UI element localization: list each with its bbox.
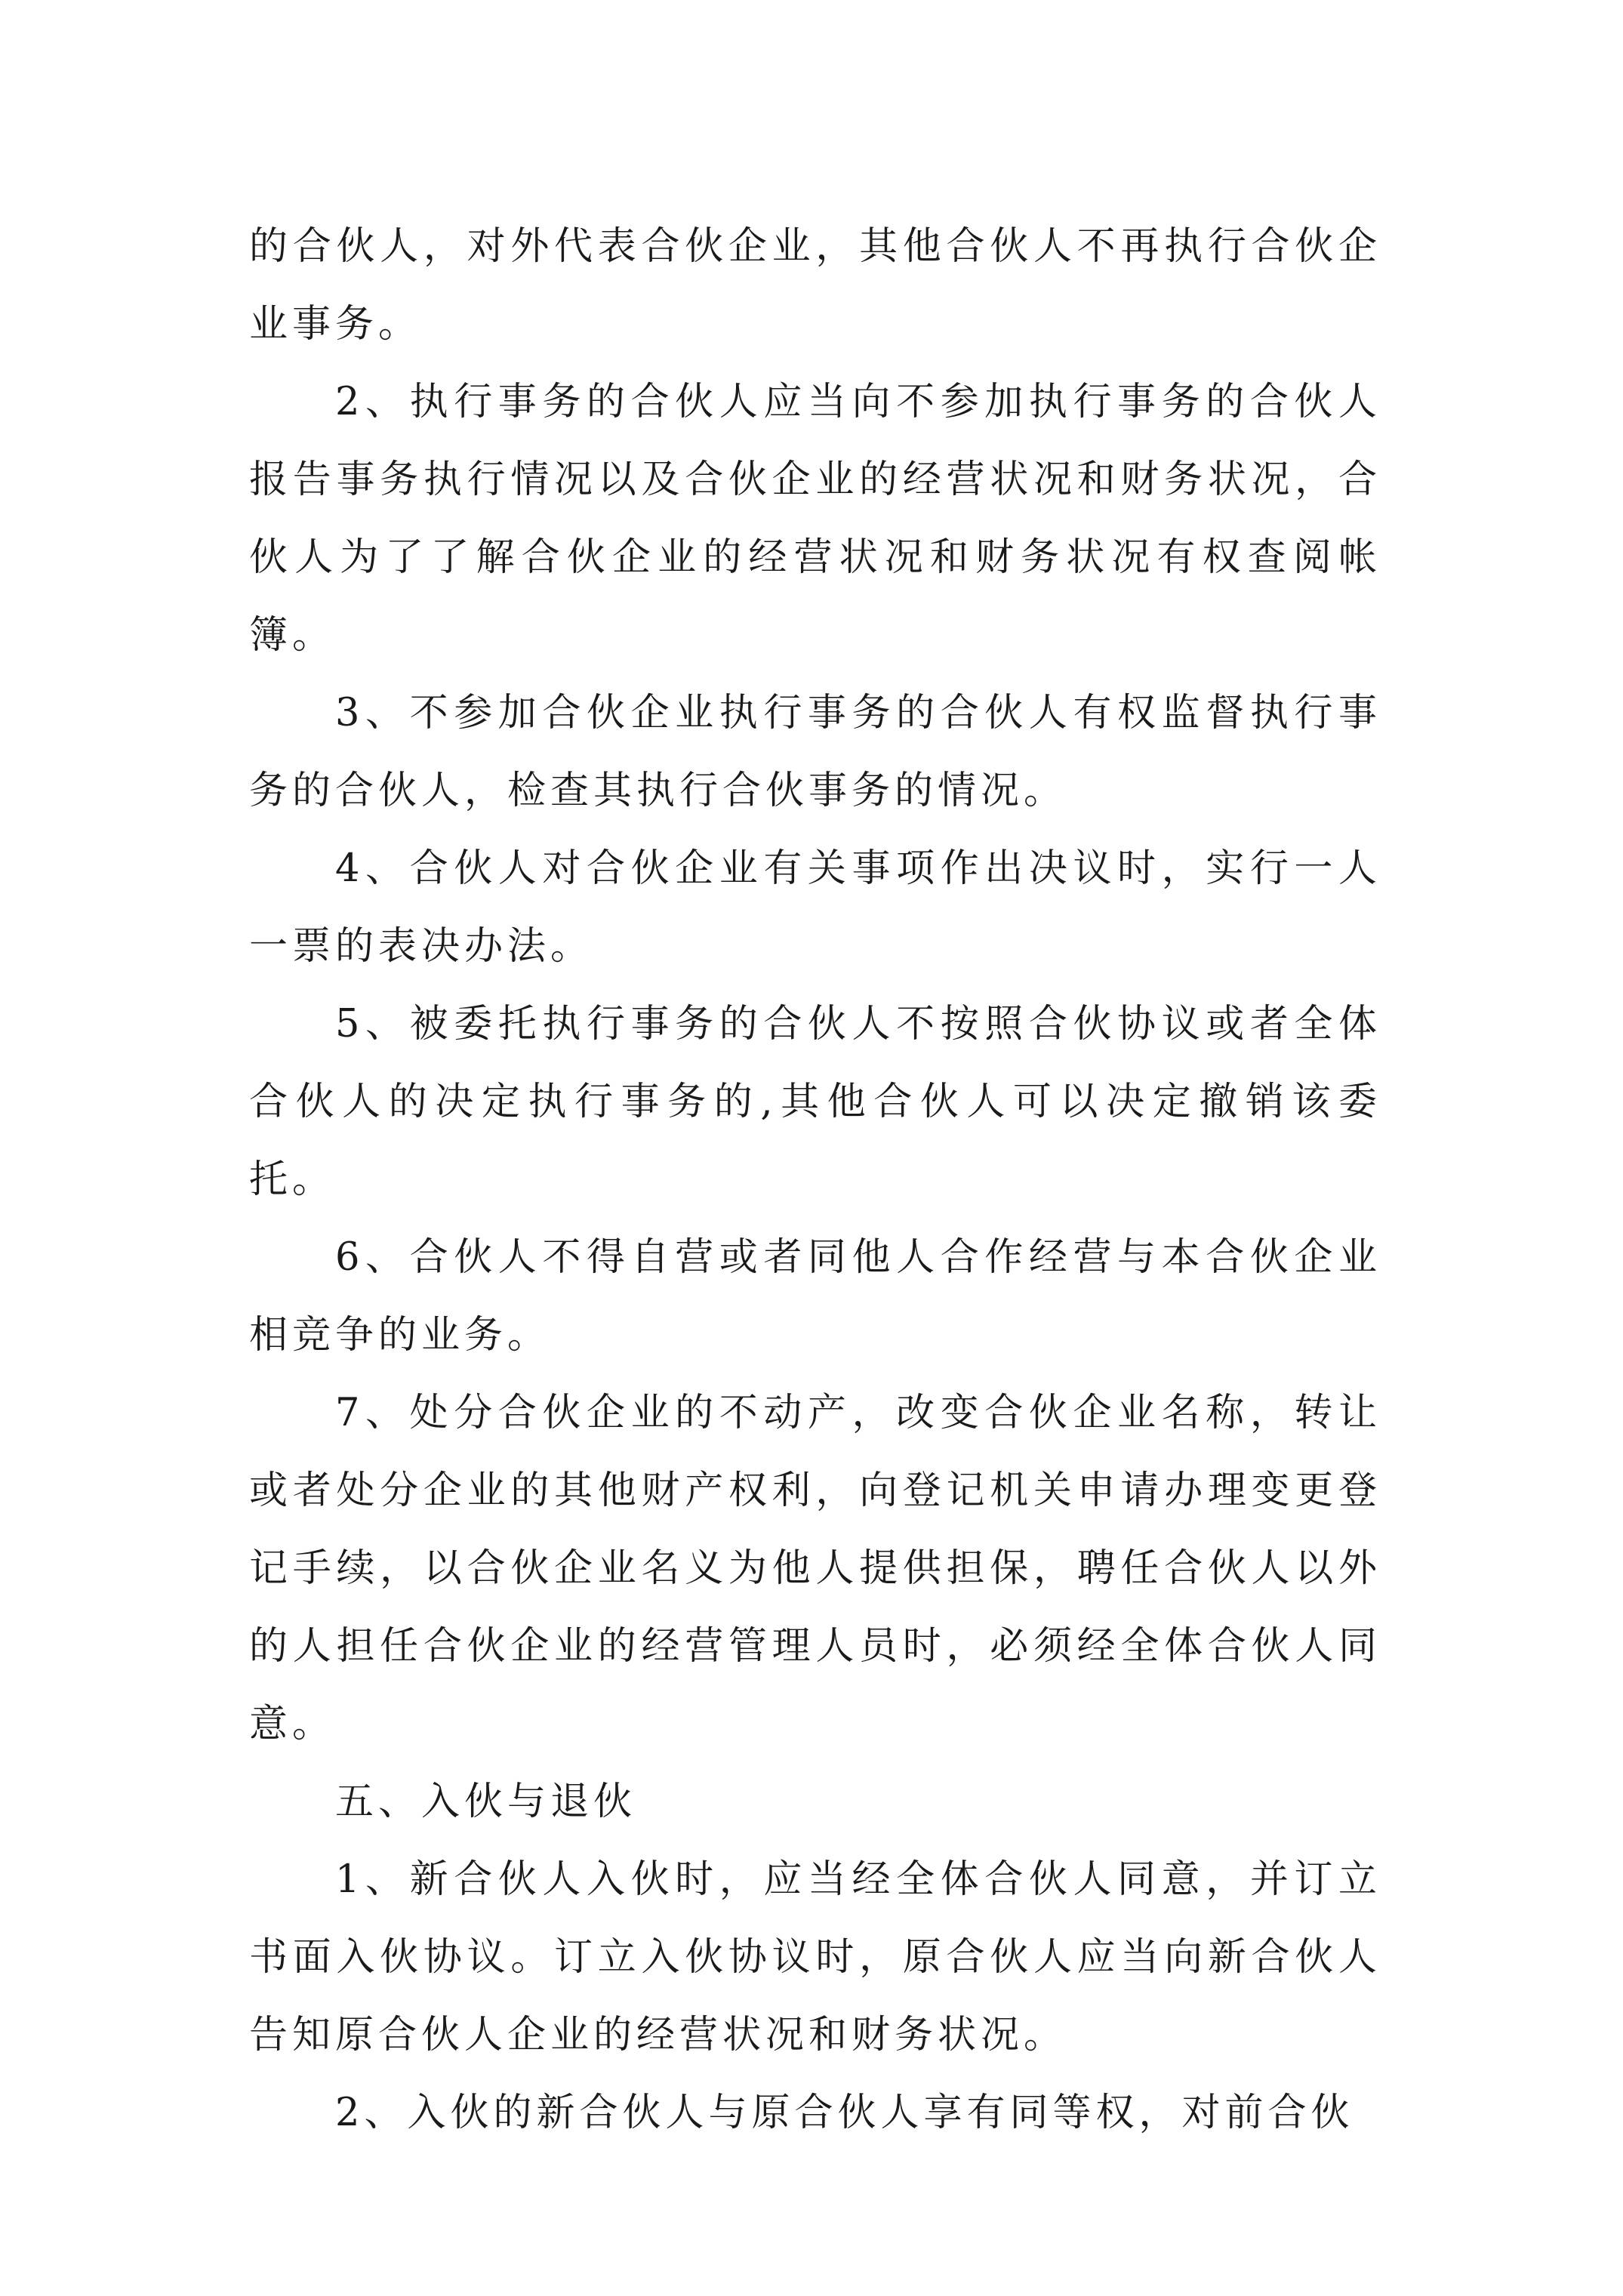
paragraph-item-3: 3、不参加合伙企业执行事务的合伙人有权监督执行事务的合伙人，检查其执行合伙事务的情况。 (249, 691, 1381, 813)
paragraph-item-4: 4、合伙人对合伙企业有关事项作出决议时，实行一人一票的表决办法。 (249, 846, 1381, 969)
paragraph-join-1: 1、新合伙人入伙时，应当经全体合伙人同意，并订立书面入伙协议。订立入伙协议时，原合伙人应当向新合伙人告知原合伙人企业的经营状况和财务状况。 (249, 1857, 1381, 2057)
paragraph-item-6: 6、合伙人不得自营或者同他人合作经营与本合伙企业相竞争的业务。 (249, 1235, 1381, 1358)
document-body (249, 208, 1381, 2152)
paragraph-item-2: 2、执行事务的合伙人应当向不参加执行事务的合伙人报告事务执行情况以及合伙企业的经营状况和财务状况，合伙人为了了解合伙企业的经营状况和财务状况有权查阅帐簿。 (249, 380, 1381, 658)
paragraph-item-5: 5、被委托执行事务的合伙人不按照合伙协议或者全体合伙人的决定执行事务的,其他合伙人可以决定撤销该委托。 (249, 1002, 1381, 1202)
paragraph-join-2: 2、入伙的新合伙人与原合伙人享有同等权，对前合伙 (335, 2091, 1354, 2135)
paragraph-item-7: 7、处分合伙企业的不动产，改变合伙企业名称，转让或者处分企业的其他财产权利，向登记机关申请办理变更登记手续，以合伙企业名义为他人提供担保，聘任合伙人以外的人担任合伙企业的经营管理人员时，必须经全体合伙人同意。 (249, 1391, 1381, 1746)
paragraph-continuation: 的合伙人，对外代表合伙企业，其他合伙人不再执行合伙企业事务。 (249, 224, 1381, 347)
section-heading: 五、入伙与退伙 (335, 1780, 637, 1824)
